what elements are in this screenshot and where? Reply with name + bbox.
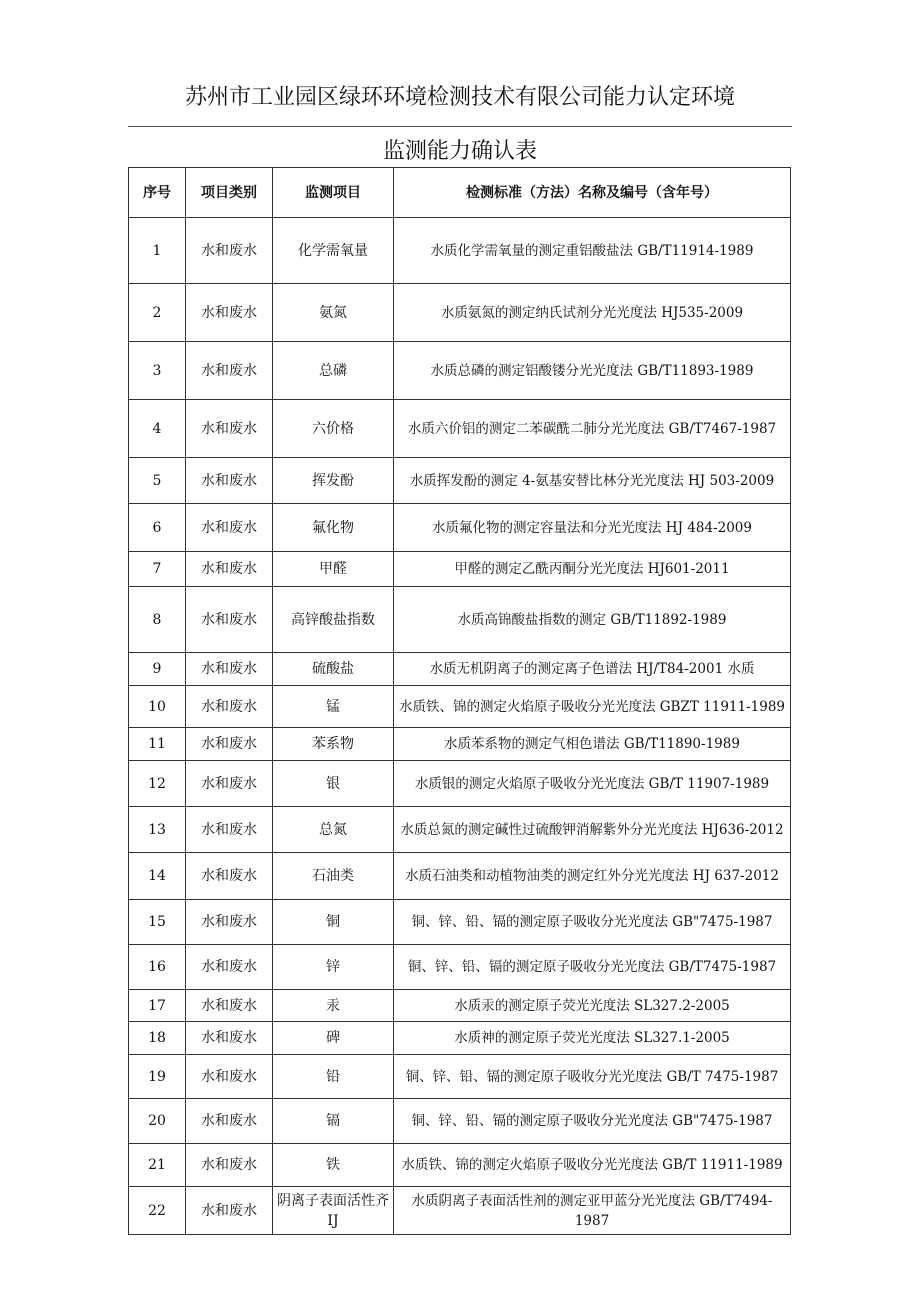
row-standard: 水质铁、锦的测定火焰原子吸收分光光度法 GB/T 11911-1989 xyxy=(394,1144,791,1187)
row-serial-no: 10 xyxy=(129,686,186,728)
row-category: 水和废水 xyxy=(186,1055,273,1099)
table-row xyxy=(129,1022,791,1055)
table-row xyxy=(129,728,791,761)
table-row xyxy=(129,686,791,728)
row-item: 碑 xyxy=(273,1022,394,1055)
row-serial-no: 5 xyxy=(129,458,186,504)
row-item: 氨氮 xyxy=(273,284,394,342)
row-serial-no: 18 xyxy=(129,1022,186,1055)
row-item: 总磷 xyxy=(273,342,394,400)
row-category: 水和废水 xyxy=(186,853,273,900)
table-row xyxy=(129,504,791,552)
table-header-row xyxy=(129,168,791,218)
document-title-line1: 苏州市工业园区绿环环境检测技术有限公司能力认定环境 xyxy=(184,85,735,110)
row-category: 水和废水 xyxy=(186,1187,273,1235)
table-row xyxy=(129,945,791,990)
row-category: 水和废水 xyxy=(186,1144,273,1187)
row-category: 水和废水 xyxy=(186,1022,273,1055)
row-category: 水和废水 xyxy=(186,400,273,458)
table-row xyxy=(129,458,791,504)
row-item: 铅 xyxy=(273,1055,394,1099)
row-item: 挥发酚 xyxy=(273,458,394,504)
row-item: 铜 xyxy=(273,900,394,945)
row-category: 水和废水 xyxy=(186,945,273,990)
row-standard: 水质银的测定火焰原子吸收分光光度法 GB/T 11907-1989 xyxy=(394,761,791,807)
row-serial-no: 13 xyxy=(129,807,186,853)
row-item: 锰 xyxy=(273,686,394,728)
row-item: 氟化物 xyxy=(273,504,394,552)
row-category: 水和废水 xyxy=(186,686,273,728)
row-item: 高锌酸盐指数 xyxy=(273,587,394,653)
row-standard: 水质石油类和动植物油类的测定红外分光光度法 HJ 637-2012 xyxy=(394,853,791,900)
table-row xyxy=(129,284,791,342)
row-standard: 水质汞的测定原子荧光光度法 SL327.2-2005 xyxy=(394,990,791,1022)
row-standard: 铜、锌、铅、镉的测定原子吸收分光光度法 GB"7475-1987 xyxy=(394,1099,791,1144)
table-row xyxy=(129,990,791,1022)
row-category: 水和废水 xyxy=(186,990,273,1022)
row-standard: 水质化学需氧量的测定重铝酸盐法 GB/T11914-1989 xyxy=(394,218,791,284)
row-item: 铁 xyxy=(273,1144,394,1187)
table-row xyxy=(129,1144,791,1187)
document-title-line2: 监测能力确认表 xyxy=(382,139,537,164)
row-category: 水和废水 xyxy=(186,728,273,761)
header-item: 监测项目 xyxy=(273,168,394,218)
row-standard: 水质高锦酸盐指数的测定 GB/T11892-1989 xyxy=(394,587,791,653)
table-row xyxy=(129,1187,791,1235)
row-serial-no: 3 xyxy=(129,342,186,400)
row-item: 六价格 xyxy=(273,400,394,458)
table-row xyxy=(129,1055,791,1099)
row-standard: 水质氟化物的测定容量法和分光光度法 HJ 484-2009 xyxy=(394,504,791,552)
row-standard: 水质铁、锦的测定火焰原子吸收分光光度法 GBZT 11911-1989 xyxy=(394,686,791,728)
row-standard: 铜、锌、铅、镉的测定原子吸收分光光度法 GB"7475-1987 xyxy=(394,900,791,945)
row-category: 水和废水 xyxy=(186,900,273,945)
row-item: 镉 xyxy=(273,1099,394,1144)
row-serial-no: 16 xyxy=(129,945,186,990)
row-serial-no: 20 xyxy=(129,1099,186,1144)
row-item: 汞 xyxy=(273,990,394,1022)
row-serial-no: 15 xyxy=(129,900,186,945)
row-category: 水和废水 xyxy=(186,761,273,807)
row-serial-no: 1 xyxy=(129,218,186,284)
table-row xyxy=(129,342,791,400)
table-row xyxy=(129,853,791,900)
row-standard: 水质六价铝的测定二苯碳酰二肺分光光度法 GB/T7467-1987 xyxy=(394,400,791,458)
row-serial-no: 4 xyxy=(129,400,186,458)
row-serial-no: 6 xyxy=(129,504,186,552)
table-row xyxy=(129,807,791,853)
row-category: 水和废水 xyxy=(186,342,273,400)
table-row xyxy=(129,587,791,653)
row-serial-no: 8 xyxy=(129,587,186,653)
row-item: 硫酸盐 xyxy=(273,653,394,686)
header-serial-no: 序号 xyxy=(129,168,186,218)
row-category: 水和废水 xyxy=(186,218,273,284)
row-serial-no: 2 xyxy=(129,284,186,342)
row-standard: 水质神的测定原子荧光光度法 SL327.1-2005 xyxy=(394,1022,791,1055)
capability-table xyxy=(128,167,791,1235)
row-item: 化学需氧量 xyxy=(273,218,394,284)
table-row xyxy=(129,653,791,686)
row-category: 水和废水 xyxy=(186,552,273,587)
row-item: 阴离子表面活性齐 IJ xyxy=(273,1187,394,1235)
row-serial-no: 17 xyxy=(129,990,186,1022)
row-item: 甲醛 xyxy=(273,552,394,587)
row-item: 石油类 xyxy=(273,853,394,900)
row-category: 水和废水 xyxy=(186,807,273,853)
table-row xyxy=(129,1099,791,1144)
row-serial-no: 12 xyxy=(129,761,186,807)
row-serial-no: 7 xyxy=(129,552,186,587)
row-standard: 水质阴离子表面活性剂的测定亚甲蓝分光光度法 GB/T7494-1987 xyxy=(394,1187,791,1235)
row-standard: 水质苯系物的测定气相色谱法 GB/T11890-1989 xyxy=(394,728,791,761)
row-serial-no: 19 xyxy=(129,1055,186,1099)
header-standard: 检测标准（方法）名称及编号（含年号） xyxy=(394,168,791,218)
row-serial-no: 9 xyxy=(129,653,186,686)
table-row xyxy=(129,218,791,284)
row-item: 锌 xyxy=(273,945,394,990)
row-serial-no: 21 xyxy=(129,1144,186,1187)
title-divider xyxy=(128,126,792,127)
row-standard: 甲醛的测定乙酰丙酮分光光度法 HJ601-2011 xyxy=(394,552,791,587)
row-item: 总氮 xyxy=(273,807,394,853)
row-standard: 水质无机阴离子的测定离子色谱法 HJ/T84-2001 水质 xyxy=(394,653,791,686)
row-standard: 水质总磷的测定铝酸镂分光光度法 GB/T11893-1989 xyxy=(394,342,791,400)
row-category: 水和废水 xyxy=(186,587,273,653)
table-row xyxy=(129,400,791,458)
row-item: 苯系物 xyxy=(273,728,394,761)
header-category: 项目类别 xyxy=(186,168,273,218)
row-standard: 水质挥发酚的测定 4-氨基安替比林分光光度法 HJ 503-2009 xyxy=(394,458,791,504)
row-standard: 铜、锌、铅、镉的测定原子吸收分光光度法 GB/T7475-1987 xyxy=(394,945,791,990)
row-serial-no: 22 xyxy=(129,1187,186,1235)
row-standard: 水质氨氮的测定纳氏试剂分光光度法 HJ535-2009 xyxy=(394,284,791,342)
row-standard: 水质总氮的测定碱性过硫酸钾消解紫外分光光度法 HJ636-2012 xyxy=(394,807,791,853)
table-row xyxy=(129,900,791,945)
table-row xyxy=(129,552,791,587)
row-serial-no: 14 xyxy=(129,853,186,900)
row-serial-no: 11 xyxy=(129,728,186,761)
table-row xyxy=(129,761,791,807)
row-item: 银 xyxy=(273,761,394,807)
row-standard: 铜、锌、铅、镉的测定原子吸收分光光度法 GB/T 7475-1987 xyxy=(394,1055,791,1099)
row-category: 水和废水 xyxy=(186,504,273,552)
row-category: 水和废水 xyxy=(186,284,273,342)
row-category: 水和废水 xyxy=(186,458,273,504)
row-category: 水和废水 xyxy=(186,1099,273,1144)
row-category: 水和废水 xyxy=(186,653,273,686)
